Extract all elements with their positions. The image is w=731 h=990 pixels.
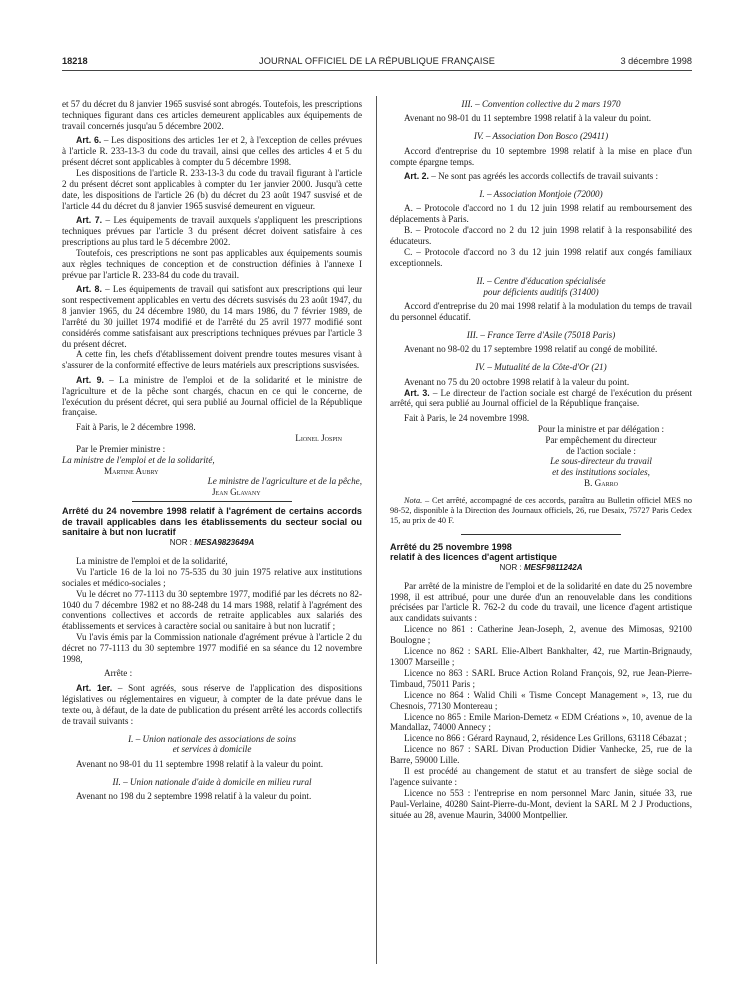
licence-entry: Licence no 862 : SARL Elie-Albert Bankhalter, 42, rue Martin-Brignaudy, 13007 Marseille ; [390,646,692,668]
signature-line: Par empêchement du directeur [545,434,657,445]
paragraph: La ministre de l'emploi et de la solidarité, [76,555,228,566]
section-heading: IV. – Mutualité de la Côte-d'Or (21) [475,362,607,373]
paragraph: Vu l'avis émis par la Commission nationale d'agrément prévue à l'article 2 du décret no 77-1113 du 30 septembre 1977 modifié en sa séance du 12 novembre 1998, [62,632,362,665]
nota [390,496,692,525]
paragraph: Toutefois, ces prescriptions ne sont pas applicables aux équipements soumis aux règles techniques de conception et de construction définies à l'annexe I prévue par l'article R. 233-84 du code du travail. [62,247,362,280]
place-date: Fait à Paris, le 24 novembre 1998. [404,412,530,423]
column-divider [376,96,377,964]
article-label: Art. 2. [404,171,429,182]
article-text: – Les équipements de travail qui satisfont aux prescriptions qui leur sont respectivement applicables en vertu des décrets susvisés du 23 août 1947, du 8 janvier 1965, du 24 décembre 1980, du 14 mars 1986, du 7 février 1989, de l'arrêté du 30 juillet 1974 modifié et de l'arrêté du 25 avril 1977 modifié sont considérés comme satisfaisant aux prescriptions techniques prévues par l'article 3 du présent décret. [62,284,362,349]
article-text: – Ne sont pas agréés les accords collectifs de travail suivants : [428,171,659,182]
paragraph: Avenant no 98-02 du 17 septembre 1998 relatif au congé de mobilité. [404,344,658,355]
licence-entry: Licence no 864 : Walid Chili « Tisme Concept Management », 13, rue du Chesnois, 77130 Montereau ; [390,689,692,711]
nor-reference [390,563,692,574]
licence-entry: Licence no 867 : SARL Divan Production Didier Vanhecke, 25, rue de la Barre, 59000 Lille. [390,744,692,766]
signatory: Martine Aubry [104,465,159,476]
arrete-heading: Arrête : [104,668,133,679]
section-heading: III. – Convention collective du 2 mars 1970 [461,99,621,109]
header-rule [62,70,692,71]
left-column [62,99,362,802]
paragraph: C. – Protocole d'accord no 3 du 12 juin 1998 relatif aux congés familiaux exceptionnels. [390,246,692,268]
paragraph: Il est procédé au changement de statut et au transfert de siège social de l'agence suivante : [390,766,692,787]
place-date: Fait à Paris, le 2 décembre 1998. [76,421,196,432]
article-text: – La ministre de l'emploi et de la solidarité et le ministre de l'agriculture et de la pêche sont chargés, chacun en ce qui le concerne, de l'exécution du présent décret, qui sera publié au Journal officiel de la République française. [62,374,363,418]
separator [132,501,292,502]
article-text: – Les dispositions des articles 1er et 2, à l'exception de celles prévues à l'article R. 233-13-3 du code du travail, ainsi que celles des articles 4 et 5 du présent décret sont applicables à compter du 5 décembre 1998. [62,135,362,168]
signatory: B. Garro [584,478,618,489]
nor-code: MESF9811242A [523,562,583,572]
nor-label: NOR : [169,538,195,547]
paragraph: Par arrêté de la ministre de l'emploi et de la solidarité en date du 25 novembre 1998, il est attribué, pour une durée d'un an renouvelable dans les conditions précisées par l'article R. 762-2 du code du travail, une licence d'agent artistique aux candidats suivants : [390,580,692,624]
article-label: Art. 7. [76,215,103,226]
paragraph: A cette fin, les chefs d'établissement doivent prendre toutes mesures visant à s'assurer de la conformité effective de leurs matériels aux prescriptions susvisées. [62,349,362,371]
decree-title: Arrêté du 24 novembre 1998 relatif à l'agrément de certains accords de travail applicables dans les établissements du secteur social ou sanitaire à but non lucratif [62,506,362,538]
signature-line: Par le Premier ministre : [76,443,166,454]
licence-entry: Licence no 866 : Gérard Raynaud, 2, résidence Les Grillons, 63118 Cébazat ; [404,733,687,744]
licence-entry: Licence no 863 : SARL Bruce Action Roland François, 92, rue Jean-Pierre-Timbaud, 75011 Paris ; [390,667,692,689]
journal-title: JOURNAL OFFICIEL DE LA RÉPUBLIQUE FRANÇAISE [259,56,495,66]
page-number: 18218 [62,56,88,66]
nota-label: Nota. [404,496,423,506]
section-heading: I. – Union nationale des associations de soins [128,733,296,744]
nor-reference [62,538,362,549]
article-text: – Le directeur de l'action sociale est chargé de l'exécution du présent arrêté, qui sera publié au Journal officiel de la République française. [390,387,692,409]
article-9 [62,375,362,419]
article-7 [62,215,362,248]
signature-line: La ministre de l'emploi et de la solidarité, [62,454,215,465]
section-heading: II. – Union nationale d'aide à domicile en milieu rural [112,776,312,787]
section-heading: et services à domicile [172,744,252,755]
paragraph: B. – Protocole d'accord no 2 du 12 juin 1998 relatif à la responsabilité des éducateurs. [390,225,692,247]
article-text: – Sont agréés, sous réserve de l'application des dispositions législatives ou réglementaires en vigueur, à compter de la date prévue dans le texte ou, à défaut, de la date de publication du présent arrêté les accords collectifs de travail suivants : [62,682,362,726]
article-label: Art. 6. [76,135,102,146]
right-column [390,99,692,821]
signature-line: de l'action sociale : [566,445,636,456]
article-label: Art. 9. [76,374,104,385]
nor-code: MESA9823649A [194,538,255,547]
licence-entry: Licence no 553 : l'entreprise en nom personnel Marc Janin, située 33, rue Paul-Verlaine, 40280 Saint-Pierre-du-Mont, devient la SARL M 2 J Productions, située au 28, avenue Maurin, 34000 Montpellier. [390,787,692,820]
signature-line: et des institutions sociales, [552,467,650,478]
section-heading: I. – Association Montjoie (72000) [479,188,603,199]
paragraph: Avenant no 198 du 2 septembre 1998 relatif à la valeur du point. [76,791,312,802]
paragraph: et 57 du décret du 8 janvier 1965 susvisé sont abrogés. Toutefois, les prescriptions techniques figurant dans ces articles demeurent applicables aux équipements de travail concernés jusqu'au 5 décembre 2002. [62,99,363,131]
section-heading: II. – Centre d'éducation spécialisée [476,275,606,286]
decree-title: relatif à des licences d'agent artistique [390,552,557,563]
signature-line: Pour la ministre et par délégation : [537,423,665,434]
separator [461,534,621,535]
issue-date: 3 décembre 1998 [620,56,692,66]
nota-text: – Cet arrêté, accompagné de ces accords, paraîtra au Bulletin officiel MES no 98-52, disponible à la Direction des Journaux officiels, 26, rue Desaix, 75727 Paris Cedex 15, au prix de 40 F. [390,496,692,525]
delegation-signature [510,424,692,489]
page-header [62,56,692,70]
signature-line: Le ministre de l'agriculture et de la pêche, [207,476,362,487]
section-heading: pour déficients auditifs (31400) [483,286,599,297]
paragraph: Les dispositions de l'article R. 233-13-3 du code du travail figurant à l'article 2 du présent décret sont applicables à compter du 1er janvier 2000. Jusqu'à cette date, les dispositions de l'article 26 (b) du décret du 23 août 1947 susvisé et de l'article 44 du décret du 8 janvier 1965 susvisé demeurent en vigueur. [62,167,362,211]
article-6 [62,135,362,168]
paragraph: Avenant no 98-01 du 11 septembre 1998 relatif à la valeur du point. [76,758,324,769]
article-text: – Les équipements de travail auxquels s'appliquent les prescriptions techniques prévues par l'article 3 du présent décret doivent satisfaire à ces prescriptions au plus tard le 5 décembre 2002. [62,215,363,247]
section-heading: III. – France Terre d'Asile (75018 Paris) [466,329,616,340]
section-heading: IV. – Association Don Bosco (29411) [473,131,609,142]
article-2 [390,171,692,182]
signatory: Lionel Jospin [295,432,342,443]
article-label: Art. 8. [76,284,102,294]
article-1 [62,683,362,727]
decree-title: Arrêté du 25 novembre 1998 [390,541,512,552]
paragraph: Accord d'entreprise du 20 mai 1998 relatif à la modulation du temps de travail du personnel éducatif. [390,301,692,322]
paragraph: Vu l'article 16 de la loi no 75-535 du 30 juin 1975 relative aux institutions sociales et médico-sociales ; [62,566,362,588]
nor-label: NOR : [499,562,524,572]
paragraph: Avenant no 98-01 du 11 septembre 1998 relatif à la valeur du point. [404,113,652,124]
paragraph: Accord d'entreprise du 10 septembre 1998 relatif à la mise en place d'un compte épargne temps. [390,145,692,167]
paragraph: Avenant no 75 du 20 octobre 1998 relatif à la valeur du point. [404,376,630,387]
signature-line: Le sous-directeur du travail [550,456,652,467]
article-8 [62,284,362,349]
article-label: Art. 1er. [76,682,113,693]
paragraph: Vu le décret no 77-1113 du 30 septembre 1977, modifié par les décrets no 82-1040 du 7 décembre 1982 et no 88-248 du 14 mars 1988, relatif à l'agrément des conventions collectives et accords de retraite applicables aux salariés des établissements et services à caractère social ou sanitaire à but non lucratif ; [62,588,362,632]
licence-entry: Licence no 865 : Emile Marion-Demetz « EDM Créations », 10, avenue de la Mandallaz, 74000 Annecy ; [390,711,692,733]
signatory: Jean Glavany [212,487,261,498]
paragraph: A. – Protocole d'accord no 1 du 12 juin 1998 relatif au remboursement des déplacements à Paris. [390,203,692,225]
licence-entry: Licence no 861 : Catherine Jean-Joseph, 2, avenue des Mimosas, 92100 Boulogne ; [390,624,692,646]
article-3 [390,388,692,410]
article-label: Art. 3. [404,387,430,398]
